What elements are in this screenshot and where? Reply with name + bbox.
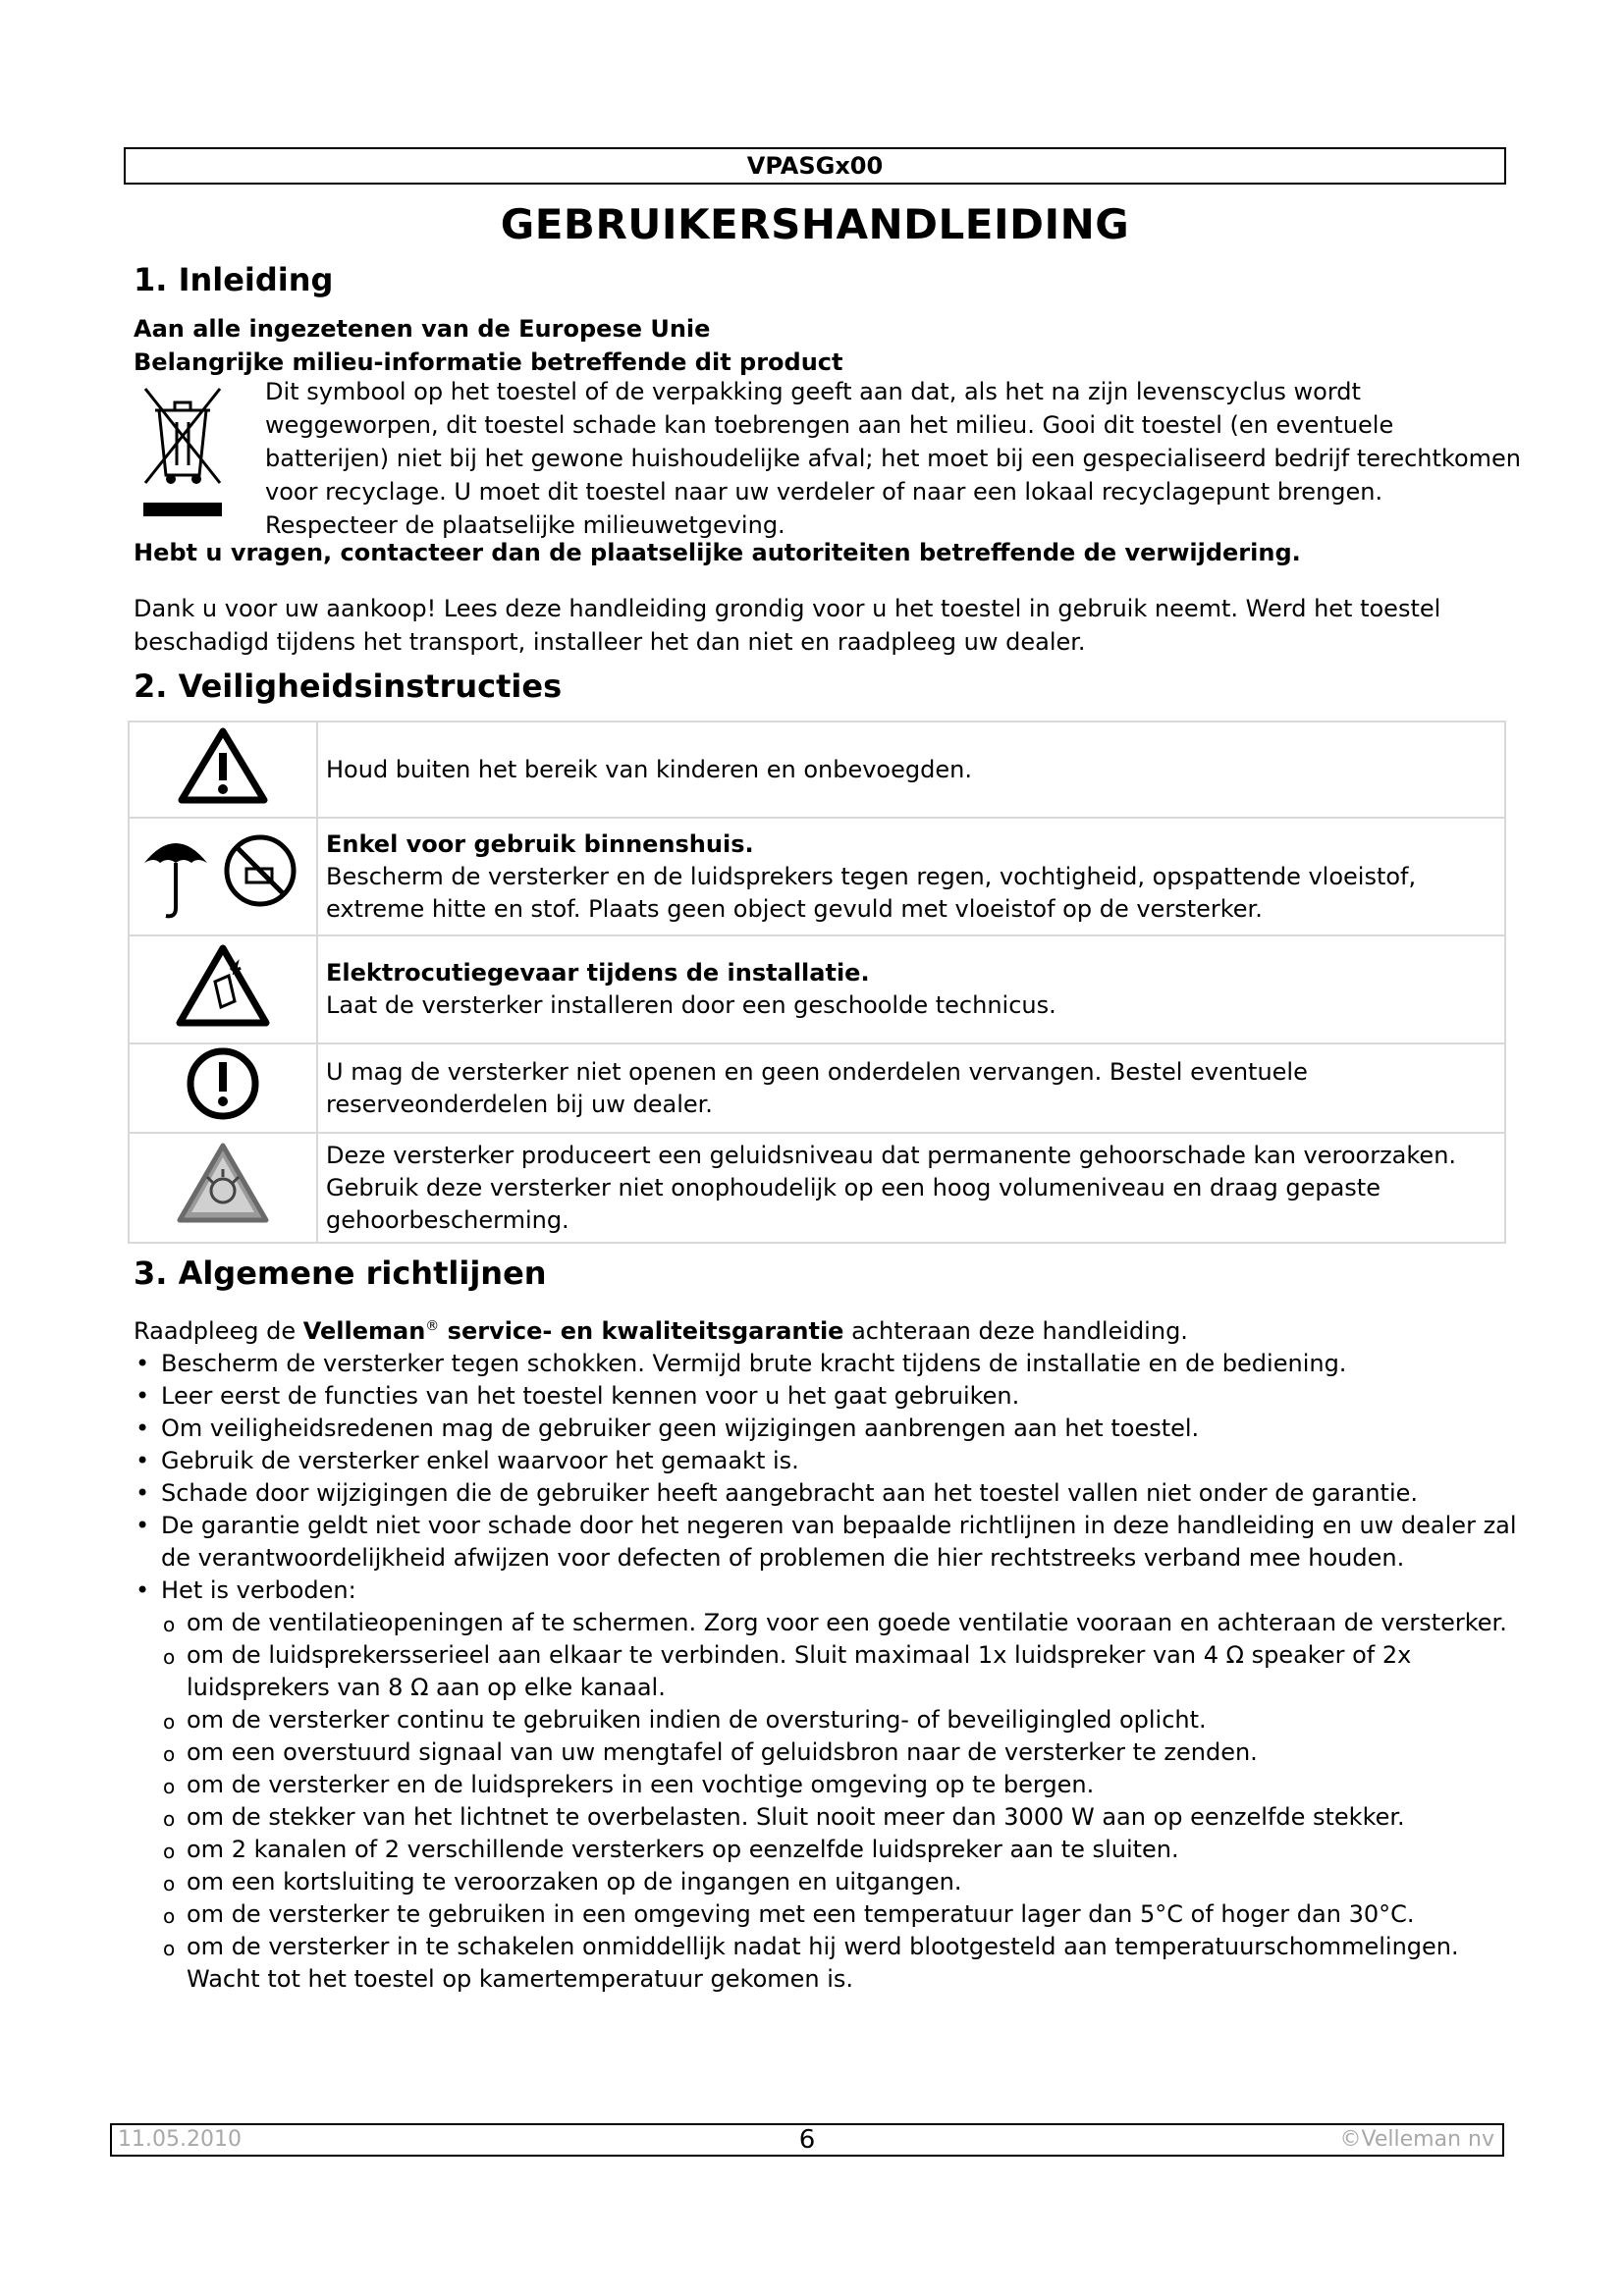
sub-list-item: o om de versterker te gebruiken in een omgeving met een temperatuur lager dan 5°C of hoger dan 30°C. bbox=[134, 1898, 1518, 1931]
intro-environment-line: Belangrijke milieu-informatie betreffende dit product bbox=[134, 348, 843, 376]
sub-list-item: o om de ventilatieopeningen af te schermen. Zorg voor een goede ventilatie vooraan en achteraan de versterker. bbox=[134, 1607, 1518, 1639]
indoor-use-icon bbox=[136, 824, 309, 922]
page-title: GEBRUIKERSHANDLEIDING bbox=[500, 200, 1130, 248]
footer bbox=[110, 2123, 1504, 2157]
lead-text: Raadpleeg de bbox=[134, 1317, 303, 1345]
general-lead bbox=[134, 1310, 1518, 1348]
section-title-safety: 2. Veiligheidsinstructies bbox=[134, 667, 563, 705]
list-item: • Bescherm de versterker tegen schokken. Vermijd brute kracht tijdens de installatie en de bediening. bbox=[134, 1348, 1518, 1380]
lead-bold: service- en kwaliteitsgarantie bbox=[439, 1317, 844, 1345]
safety-text: Bescherm de versterker en de luidsprekers tegen regen, vochtigheid, opspattende vloeistof, extreme hitte en stof. Plaats geen object gevuld met vloeistof op de versterker. bbox=[326, 862, 1417, 923]
section-title-general: 3. Algemene richtlijnen bbox=[134, 1255, 547, 1292]
sub-list-item: o om de stekker van het lichtnet te overbelasten. Sluit nooit meer dan 3000 W aan op eenzelfde stekker. bbox=[134, 1801, 1518, 1834]
safety-bold: Elektrocutiegevaar tijdens de installatie. bbox=[326, 959, 870, 987]
safety-icon-cell bbox=[129, 818, 317, 935]
safety-row bbox=[129, 721, 1505, 818]
header-model: VPASGx00 bbox=[124, 147, 1506, 185]
safety-text-cell bbox=[317, 1043, 1505, 1133]
safety-row bbox=[129, 1133, 1505, 1243]
safety-text: Laat de versterker installeren door een geschoolde technicus. bbox=[326, 991, 1056, 1019]
list-item: • De garantie geldt niet voor schade door het negeren van bepaalde richtlijnen in deze handleiding en uw dealer zal de verantwoordelijkheid afwijzen voor defecten of problemen die hier rechtstreeks verband mee houden. bbox=[134, 1510, 1518, 1575]
safety-text-cell bbox=[317, 818, 1505, 935]
page-number: 6 bbox=[798, 2125, 816, 2155]
forbidden-list bbox=[134, 1607, 1518, 1996]
questions-note: Hebt u vragen, contacteer dan de plaatselijke autoriteiten betreffende de verwijdering. bbox=[134, 539, 1301, 566]
safety-row bbox=[129, 818, 1505, 935]
footer-copyright: ©Velleman nv bbox=[1339, 2127, 1494, 2152]
general-guidelines bbox=[134, 1310, 1518, 1996]
safety-icon-cell bbox=[129, 935, 317, 1043]
safety-icon-cell bbox=[129, 1043, 317, 1133]
footer-date: 11.05.2010 bbox=[118, 2127, 242, 2152]
safety-icon-cell bbox=[129, 721, 317, 818]
weee-bin-icon bbox=[137, 381, 226, 532]
warning-triangle-icon bbox=[176, 725, 270, 806]
sub-list-item: o om de luidsprekersserieel aan elkaar te verbinden. Sluit maximaal 1x luidspreker van 4 Ω speaker of 2x luidsprekers van 8 Ω aan op elke kanaal. bbox=[134, 1639, 1518, 1704]
brand-name: Velleman bbox=[302, 1317, 426, 1345]
safety-text-cell bbox=[317, 721, 1505, 818]
weee-text: Dit symbool op het toestel of de verpakking geeft aan dat, als het na zijn levenscyclus wordt weggeworpen, dit toestel schade kan toebrengen aan het milieu. Gooi dit toestel (en eventuele batterijen) niet bij het gewone huishoudelijke afval; het moet bij een gespecialiseerd bedrijf terechtkomen voor recyclage. U moet dit toestel naar uw verdeler of naar een lokaal recyclagepunt brengen. Respecteer de plaatselijke milieuwetgeving. bbox=[265, 378, 1522, 539]
registered-mark: ® bbox=[425, 1318, 440, 1334]
safety-text: Deze versterker produceert een geluidsniveau dat permanente gehoorschade kan veroorzaken. Gebruik deze versterker niet onophoudelijk op een hoog volumeniveau en draag gepaste gehoorbescherming. bbox=[326, 1141, 1457, 1234]
electrocution-warning-icon bbox=[174, 942, 272, 1029]
safety-icon-cell bbox=[129, 1133, 317, 1243]
sub-list-item: o om een kortsluiting te veroorzaken op de ingangen en uitgangen. bbox=[134, 1866, 1518, 1898]
list-item: • Schade door wijzigingen die de gebruiker heeft aangebracht aan het toestel vallen niet onder de garantie. bbox=[134, 1477, 1518, 1510]
intro-eu-line: Aan alle ingezetenen van de Europese Unie bbox=[134, 315, 711, 343]
sub-list-item: o om de versterker in te schakelen onmiddellijk nadat hij werd blootgesteld aan temperatuurschommelingen. Wacht tot het toestel op kamertemperatuur gekomen is. bbox=[134, 1931, 1518, 1996]
sub-list-item: o om de versterker en de luidsprekers in een vochtige omgeving op te bergen. bbox=[134, 1769, 1518, 1801]
safety-text: U mag de versterker niet openen en geen onderdelen vervangen. Bestel eventuele reserveonderdelen bij uw dealer. bbox=[326, 1057, 1308, 1118]
safety-text-cell bbox=[317, 1133, 1505, 1243]
hearing-damage-icon bbox=[174, 1140, 272, 1228]
list-item: • Om veiligheidsredenen mag de gebruiker geen wijzigingen aanbrengen aan het toestel. bbox=[134, 1413, 1518, 1445]
sub-list-item: o om een overstuurd signaal van uw mengtafel of geluidsbron naar de versterker te zenden. bbox=[134, 1736, 1518, 1769]
list-item-forbidden bbox=[134, 1575, 1518, 1607]
safety-table bbox=[128, 721, 1506, 1244]
safety-bold: Enkel voor gebruik binnenshuis. bbox=[326, 829, 754, 858]
thanks-text: Dank u voor uw aankoop! Lees deze handleiding grondig voor u het toestel in gebruik neemt. Werd het toestel beschadigd tijdens het transport, installeer het dan niet en raadpleeg uw dealer. bbox=[134, 595, 1441, 656]
forbidden-label: Het is verboden: bbox=[161, 1576, 356, 1604]
section-title-intro: 1. Inleiding bbox=[134, 261, 334, 298]
list-item: • Leer eerst de functies van het toestel kennen voor u het gaat gebruiken. bbox=[134, 1380, 1518, 1413]
sub-list-item: o om de versterker continu te gebruiken indien de oversturing- of beveiligingled oplicht. bbox=[134, 1704, 1518, 1736]
list-item: • Gebruik de versterker enkel waarvoor het gemaakt is. bbox=[134, 1445, 1518, 1477]
safety-row bbox=[129, 1043, 1505, 1133]
safety-text: Houd buiten het bereik van kinderen en onbevoegden. bbox=[326, 755, 972, 783]
safety-row bbox=[129, 935, 1505, 1043]
general-list bbox=[134, 1348, 1518, 1607]
lead-text-end: achteraan deze handleiding. bbox=[843, 1317, 1188, 1345]
safety-text-cell bbox=[317, 935, 1505, 1043]
attention-circle-icon bbox=[184, 1044, 262, 1123]
intro-heading-block bbox=[134, 312, 1508, 379]
sub-list-item: o om 2 kanalen of 2 verschillende versterkers op eenzelfde luidspreker aan te sluiten. bbox=[134, 1834, 1518, 1866]
